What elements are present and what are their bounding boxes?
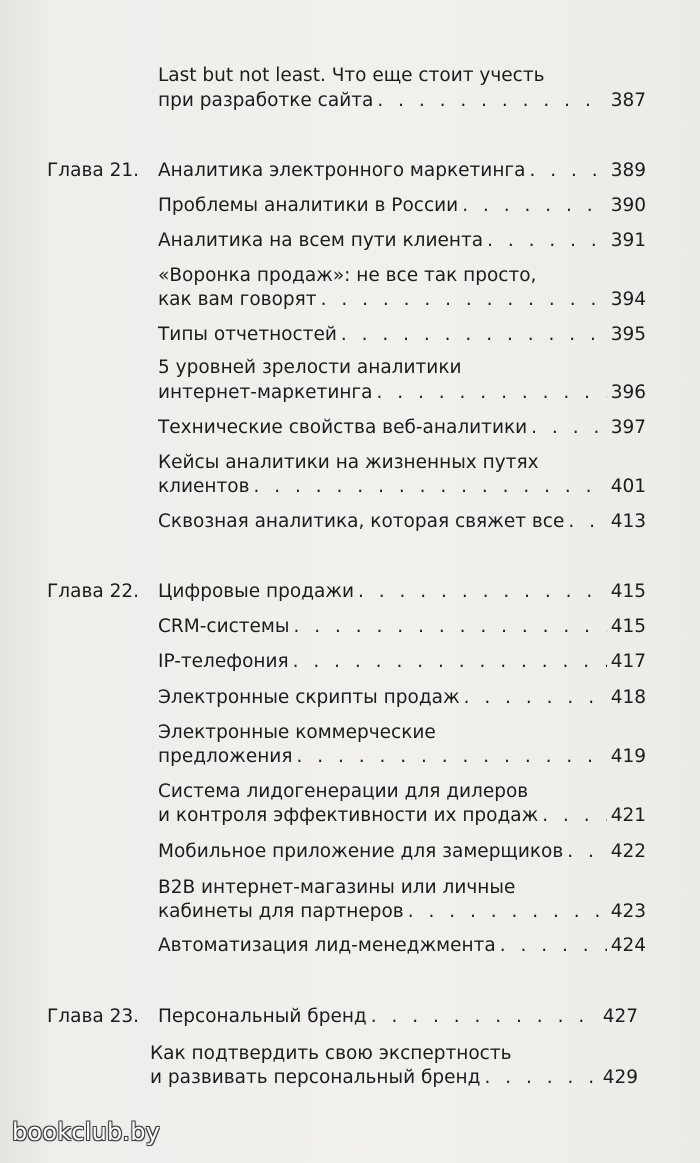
dot-leader (484, 1065, 598, 1090)
toc-entry-line (150, 1041, 512, 1066)
page-number: 396 (610, 382, 646, 403)
toc-chapter-entry (158, 158, 646, 183)
page-number: 387 (610, 90, 646, 111)
dot-leader (296, 744, 606, 769)
page-number: 422 (610, 841, 646, 862)
dot-leader (487, 228, 607, 253)
toc-entry-title: Автоматизация лид-менеджмента (158, 935, 496, 956)
toc-entry-title: Аналитика на всем пути клиента (158, 230, 484, 251)
toc-entry (158, 415, 646, 440)
page-number: 389 (610, 160, 646, 181)
dot-leader (529, 158, 606, 183)
page-number: 415 (610, 581, 646, 602)
page-number: 413 (610, 511, 646, 532)
toc-entry-title: Сквозная аналитика, которая свяжет все (158, 511, 565, 532)
page-number: 415 (610, 616, 646, 637)
dot-leader (567, 839, 606, 864)
toc-entry-line (158, 875, 515, 900)
page-number: 395 (610, 324, 646, 345)
toc-entry-title: предложения (158, 746, 293, 767)
toc-entry (158, 509, 646, 534)
toc-entry (150, 1065, 638, 1090)
toc-entry-title: и развивать персональный бренд (150, 1067, 481, 1088)
page-number: 418 (610, 687, 646, 708)
toc-entry (158, 899, 646, 924)
page-number: 421 (610, 805, 646, 826)
page-number: 391 (610, 230, 646, 251)
toc-entry-line (158, 450, 539, 475)
dot-leader (358, 579, 607, 604)
dot-leader (254, 474, 607, 499)
toc-chapter-entry (158, 1004, 638, 1029)
toc-entry-title: кабинеты для партнеров (158, 901, 404, 922)
toc-entry (158, 287, 646, 312)
dot-leader (531, 415, 607, 440)
toc-entry-line (158, 263, 536, 288)
toc-entry-title: «Воронка продаж»: не все так просто, (158, 265, 537, 286)
toc-entry (158, 228, 646, 253)
dot-leader (542, 803, 606, 828)
toc-entry-title: Проблемы аналитики в России (158, 195, 459, 216)
page-number: 397 (610, 417, 646, 438)
chapter-number: Глава 23. (47, 1006, 139, 1027)
toc-entry (158, 649, 646, 674)
toc-entry-title: Система лидогенерации для дилеров (158, 781, 529, 802)
toc-entry-title: и контроля эффективности их продаж (158, 805, 539, 826)
dot-leader (462, 193, 607, 218)
toc-entry-title: клиентов (158, 476, 250, 497)
chapter-title: Персональный бренд (158, 1006, 367, 1027)
toc-entry-title: Технические свойства веб-аналитики (158, 417, 528, 438)
dot-leader (377, 88, 606, 113)
toc-entry-title: B2B интернет-магазины или личные (158, 877, 516, 898)
toc-entry (158, 380, 646, 405)
toc-entry (158, 685, 646, 710)
toc-chapter-entry (158, 579, 646, 604)
dot-leader (294, 614, 607, 639)
page-number: 401 (610, 476, 646, 497)
page-number: 417 (610, 651, 646, 672)
chapter-title: Аналитика электронного маркетинга (158, 160, 526, 181)
toc-entry-line (158, 779, 528, 804)
dot-leader (464, 685, 607, 710)
toc-entry (158, 474, 646, 499)
toc-entry-title: интернет-маркетинга (158, 382, 373, 403)
dot-leader (568, 509, 606, 534)
dot-leader (293, 649, 607, 674)
toc-entry-title: IP-телефония (158, 651, 289, 672)
dot-leader (500, 933, 607, 958)
toc-entry-title: Как подтвердить свою экспертность (150, 1043, 512, 1064)
page-number: 427 (602, 1006, 638, 1027)
chapter-title: Цифровые продажи (158, 581, 355, 602)
dot-leader (341, 322, 607, 347)
toc-entry-line (158, 720, 436, 745)
toc-entry-title: 5 уровней зрелости аналитики (158, 357, 462, 378)
toc-entry (158, 803, 646, 828)
toc-entry (158, 322, 646, 347)
chapter-number: Глава 22. (47, 581, 139, 602)
toc-entry-title: CRM-системы (158, 616, 290, 637)
dot-leader (377, 380, 607, 405)
page-number: 429 (602, 1067, 638, 1088)
page-number: 424 (610, 935, 646, 956)
page-number: 419 (610, 746, 646, 767)
toc-entry-line (158, 63, 545, 88)
toc-entry (158, 88, 646, 113)
dot-leader (321, 287, 607, 312)
toc-entry-title: Электронные скрипты продаж (158, 687, 460, 708)
page-number: 390 (610, 195, 646, 216)
toc-entry (158, 933, 646, 958)
toc-entry-line (158, 355, 462, 380)
chapter-number: Глава 21. (47, 160, 139, 181)
toc-entry-title: как вам говорят (158, 289, 317, 310)
dot-leader (408, 899, 607, 924)
watermark: bookclub.by (12, 1118, 161, 1146)
toc-entry-title: Кейсы аналитики на жизненных путях (158, 452, 539, 473)
page-number: 423 (610, 901, 646, 922)
toc-entry-title: при разработке сайта (158, 90, 374, 111)
toc-entry (158, 744, 646, 769)
toc-entry (158, 193, 646, 218)
toc-entry-title: Last but not least. Что еще стоит учесть (158, 65, 545, 86)
toc-entry-title: Мобильное приложение для замерщиков (158, 841, 564, 862)
dot-leader (371, 1004, 599, 1029)
toc-entry (158, 614, 646, 639)
toc-entry-title: Типы отчетностей (158, 324, 337, 345)
toc-entry (158, 839, 646, 864)
page-number: 394 (610, 289, 646, 310)
toc-entry-title: Электронные коммерческие (158, 722, 436, 743)
